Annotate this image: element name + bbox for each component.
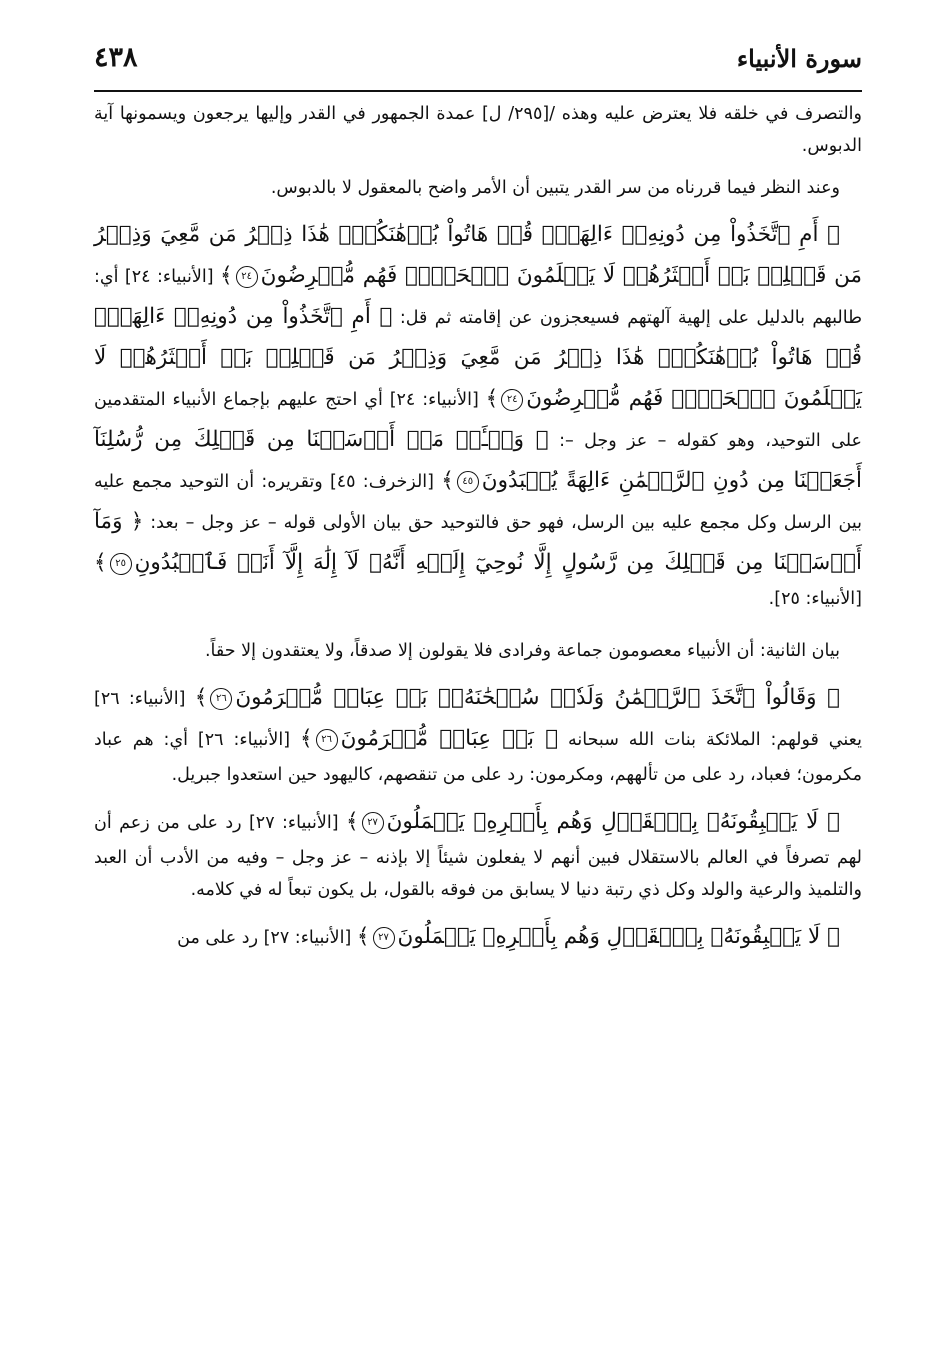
prose-text: [الزخرف: ٤٥] وتقريره: أن التوحيد مجمع عليه بين الرسل وكل مجمع عليه بين الرسل، فهو حق فالتوحيد حق بيان الأولى قوله – عز وجل – بعد: bbox=[94, 472, 862, 533]
paragraph bbox=[94, 635, 862, 667]
paragraph bbox=[94, 214, 862, 615]
paragraph bbox=[94, 916, 862, 957]
prose-text: [الأنبياء: ٢٧] رد على من bbox=[177, 928, 357, 948]
paragraph-gap bbox=[94, 625, 862, 635]
paragraph bbox=[94, 172, 862, 204]
quran-verse-text: ﴾ bbox=[299, 726, 313, 751]
ayah-number-marker: ٢٤ bbox=[501, 389, 523, 411]
prose-text: [الأنبياء: ٢٧] رد على من زعم أن لهم تصرفاً في العالم بالاستقلال فبين أنهم لا يفعلون شيئاً إلا بإذنه – عز وجل – وفيه من الأدب أن العبد والتلميذ والرعية والولد وكل ذي رتبة دنيا لا يسابق من فوقه بالقول، بل يكون تبعاً له في كلامه. bbox=[94, 813, 862, 900]
ayah-number-marker: ٤٥ bbox=[457, 471, 479, 493]
quran-verse-text: ﴾ bbox=[194, 685, 208, 710]
prose-text: [الأنبياء: ٢٦] يعني قولهم: الملائكة بنات الله سبحانه bbox=[94, 689, 862, 750]
prose-text: [الأنبياء: ٢٦] أي: هم عباد مكرمون؛ فعباد، رد على من تألههم، ومكرمون: رد على من تنقصهم، كاليهود حين استعدوا جبريل. bbox=[94, 730, 862, 785]
quran-verse-text: ﴾ bbox=[441, 468, 454, 493]
ayah-number-marker: ٢٥ bbox=[110, 553, 132, 575]
quran-verse-text: ﴿ أَمِ ٱتَّخَذُواْ مِن دُونِهِۦٓ ءَالِهَةًۖ قُلۡ هَاتُواْ بُرۡهَٰنَكُمۡۖ هَٰذَا ذِكۡرُ مَن مَّعِيَ وَذِكۡرُ مَن قَبۡلِيۚ بَلۡ أَكۡثَرُهُمۡ لَا يَعۡلَمُونَ ٱلۡحَقَّۖ فَهُم مُّعۡرِضُونَ bbox=[94, 222, 862, 288]
quran-verse-text: ﴿ لَا يَسۡبِقُونَهُۥ بِٱلۡقَوۡلِ وَهُم بِأَمۡرِهِۦ يَعۡمَلُونَ bbox=[397, 924, 840, 949]
ayah-number-marker: ٢٧ bbox=[362, 812, 384, 834]
quran-verse-text: ﴿ لَا يَسۡبِقُونَهُۥ بِٱلۡقَوۡلِ وَهُم بِأَمۡرِهِۦ يَعۡمَلُونَ bbox=[386, 809, 840, 834]
ayah-number-marker: ٢٦ bbox=[316, 729, 338, 751]
quran-verse-text: ﴾ bbox=[356, 924, 370, 949]
quran-verse-text: ﴾ bbox=[485, 386, 499, 411]
quran-verse-text: ﴾ bbox=[345, 809, 359, 834]
paragraph bbox=[94, 98, 862, 162]
quran-verse-text: ﴿ وَسۡـَٔلۡ مَنۡ أَرۡسَلۡنَا مِن قَبۡلِكَ مِن رُّسُلِنَآ أَجَعَلۡنَا مِن دُونِ ٱلرَّحۡمَٰنِ ءَالِهَةً يُعۡبَدُونَ bbox=[94, 427, 862, 493]
paragraph bbox=[94, 677, 862, 791]
ayah-number-marker: ٢٧ bbox=[373, 927, 395, 949]
quran-verse-text: ﴿ بَلۡ عِبَادٞ مُّكۡرَمُونَ bbox=[340, 726, 559, 751]
paragraph bbox=[94, 801, 862, 906]
prose-text: [الأنبياء: ٢٤] أي احتج عليهم بإجماع الأنبياء المتقدمين على التوحيد، وهو كقوله – عز وجل –: bbox=[94, 390, 862, 451]
quran-verse-text: ﴾ bbox=[94, 550, 107, 575]
prose-text: بيان الثانية: أن الأنبياء معصومون جماعة وفرادى فلا يقولون إلا صدقاً، ولا يعتقدون إلا حقاً. bbox=[204, 641, 840, 661]
page-body bbox=[94, 98, 862, 957]
document-page bbox=[94, 32, 862, 967]
page-header bbox=[94, 32, 862, 88]
surah-title: سورة الأنبياء bbox=[736, 44, 862, 73]
ayah-number-marker: ٢٦ bbox=[210, 688, 232, 710]
prose-text: وعند النظر فيما قررناه من سر القدر يتبين أن الأمر واضح بالمعقول لا بالدبوس. bbox=[270, 178, 840, 198]
quran-verse-text: ﴿ وَمَآ أَرۡسَلۡنَا مِن قَبۡلِكَ مِن رَّسُولٍ إِلَّا نُوحِيٓ إِلَيۡهِ أَنَّهُۥ لَآ إِلَٰهَ إِلَّآ أَنَا۠ فَٱعۡبُدُونِ bbox=[94, 509, 862, 575]
quran-verse-text: ﴾ bbox=[220, 263, 233, 288]
quran-verse-text: ﴿ أَمِ ٱتَّخَذُواْ مِن دُونِهِۦٓ ءَالِهَةًۖ قُلۡ هَاتُواْ بُرۡهَٰنَكُمۡۖ هَٰذَا ذِكۡرُ مَن مَّعِيَ وَذِكۡرُ مَن قَبۡلِيۚ بَلۡ أَكۡثَرُهُمۡ لَا يَعۡلَمُونَ ٱلۡحَقَّۖ فَهُم مُّعۡرِضُونَ bbox=[94, 304, 862, 411]
prose-text: والتصرف في خلقه فلا يعترض عليه وهذه /[٢٩٥/ ل] عمدة الجمهور في القدر وإليها يرجعون ويسمونها آية الدبوس. bbox=[94, 104, 862, 156]
quran-verse-text: ﴿ وَقَالُواْ ٱتَّخَذَ ٱلرَّحۡمَٰنُ وَلَدٗاۗ سُبۡحَٰنَهُۥۚ بَلۡ عِبَادٞ مُّكۡرَمُونَ bbox=[235, 685, 840, 710]
ayah-number-marker: ٢٤ bbox=[236, 266, 258, 288]
page-number: ٤٣٨ bbox=[94, 42, 138, 73]
prose-text: [الأنبياء: ٢٥]. bbox=[768, 589, 862, 609]
header-divider bbox=[94, 90, 862, 92]
prose-text: [الأنبياء: ٢٤] أي: طالبهم بالدليل على إلهية آلهتهم فسيعجزون عن إقامته ثم قل: bbox=[94, 267, 863, 328]
